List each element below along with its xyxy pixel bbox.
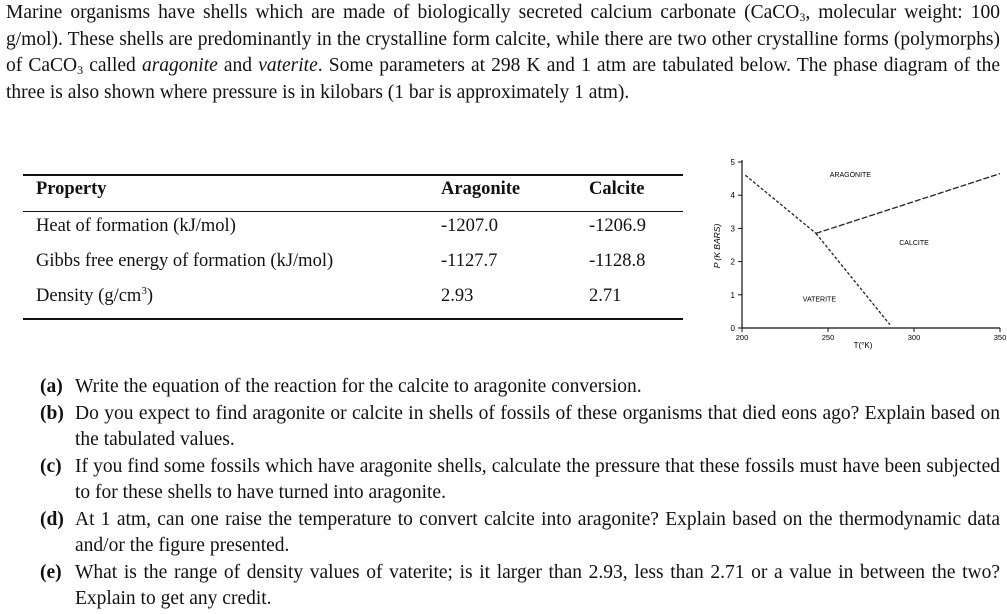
row-density-label	[36, 286, 153, 307]
term-aragonite: aragonite	[141, 55, 218, 76]
table-top-rule	[23, 174, 683, 176]
header-calcite: Calcite	[589, 179, 645, 199]
question-c	[40, 454, 1000, 507]
y-tick-label-2: 2	[730, 257, 735, 267]
y-tick-label-0: 0	[730, 324, 735, 333]
x-tick-label-3: 350	[993, 333, 1007, 342]
y-tick-label-5: 5	[730, 158, 735, 167]
intro-text-5: . Some parameters at 298 K and 1 atm are tabulated below. The phase diagram of the three is also shown where pressure is in kilobars (1 bar is approximately 1 atm).	[6, 55, 1001, 103]
subscript-3: 3	[799, 10, 806, 24]
question-a	[40, 374, 1000, 401]
header-property: Property	[36, 179, 107, 199]
region-label-vaterite: VATERITE	[802, 296, 837, 304]
region-label-calcite: CALCITE	[899, 240, 929, 247]
question-label: (c)	[40, 455, 62, 477]
x-tick-label-0: 200	[735, 333, 749, 342]
y-axis-label: P (K BARS)	[712, 223, 722, 269]
intro-text-3: called	[83, 55, 142, 76]
header-aragonite: Aragonite	[441, 179, 521, 199]
row-gibbs-calcite: -1128.8	[589, 251, 646, 271]
phase-boundary-aragonite-vaterite	[745, 175, 816, 233]
region-label-aragonite: ARAGONITE	[829, 171, 871, 179]
subscript-3: 3	[77, 63, 84, 77]
x-tick-label-2: 300	[907, 333, 921, 342]
row-heat-calcite: -1206.9	[589, 216, 647, 236]
table-bottom-rule	[23, 318, 683, 320]
intro-text-2: , molecular weight: 100 g/mol). These shells are predominantly in the crystalline form calcite, while there are two other crystalline forms (polymorphs) of CaCO	[6, 2, 1000, 76]
row-heat-label: Heat of formation (kJ/mol)	[36, 216, 236, 236]
question-text: At 1 atm, can one raise the temperature to convert calcite into aragonite? Explain based on the thermodynamic data and/or the figure presented.	[75, 508, 1000, 556]
table-header-rule	[23, 211, 683, 212]
question-label: (a)	[40, 376, 63, 397]
question-label: (b)	[40, 402, 64, 424]
question-label: (d)	[40, 508, 64, 530]
row-density-aragonite: 2.93	[441, 286, 474, 306]
question-text: Do you expect to find aragonite or calcite in shells of fossils of these organisms that died eons ago? Explain based on the tabulated values.	[75, 402, 1000, 450]
questions-list	[40, 374, 1000, 613]
intro-paragraph	[6, 0, 1000, 106]
question-d	[40, 507, 1000, 560]
question-text: Write the equation of the reaction for the calcite to aragonite conversion.	[75, 376, 642, 397]
intro-text-1: Marine organisms have shells which are made of biologically secreted calcium carbonate (CaCO	[6, 2, 800, 23]
x-axis-label: T(°K)	[853, 341, 873, 350]
term-vaterite: vaterite	[258, 55, 318, 76]
question-e	[40, 560, 1000, 613]
y-tick-label-4: 4	[730, 191, 735, 201]
density-label-close: )	[146, 286, 153, 306]
density-superscript: 3	[141, 285, 147, 297]
phase-boundary-aragonite-calcite	[816, 171, 1000, 234]
intro-text-4: and	[217, 55, 259, 76]
question-text: If you find some fossils which have aragonite shells, calculate the pressure that these fossils must have been subjected to for these shells to have turned into aragonite.	[75, 455, 1000, 503]
phase-diagram	[700, 150, 1005, 355]
phase-boundary-calcite-vaterite	[816, 233, 890, 324]
chart-axes	[742, 160, 1000, 328]
question-b	[40, 401, 1000, 454]
density-label-text: Density (g/cm	[36, 286, 142, 306]
question-text: What is the range of density values of vaterite; is it larger than 2.93, less than 2.71 or a value in between the two? Explain to get any credit.	[75, 561, 1000, 609]
y-tick-label-3: 3	[730, 224, 735, 234]
question-label: (e)	[40, 561, 62, 583]
row-gibbs-label: Gibbs free energy of formation (kJ/mol)	[36, 251, 334, 271]
y-tick-label-1: 1	[730, 290, 735, 300]
row-density-calcite: 2.71	[589, 286, 622, 306]
row-gibbs-aragonite: -1127.7	[441, 251, 498, 271]
row-heat-aragonite: -1207.0	[441, 216, 499, 236]
x-tick-label-1: 250	[821, 333, 835, 342]
